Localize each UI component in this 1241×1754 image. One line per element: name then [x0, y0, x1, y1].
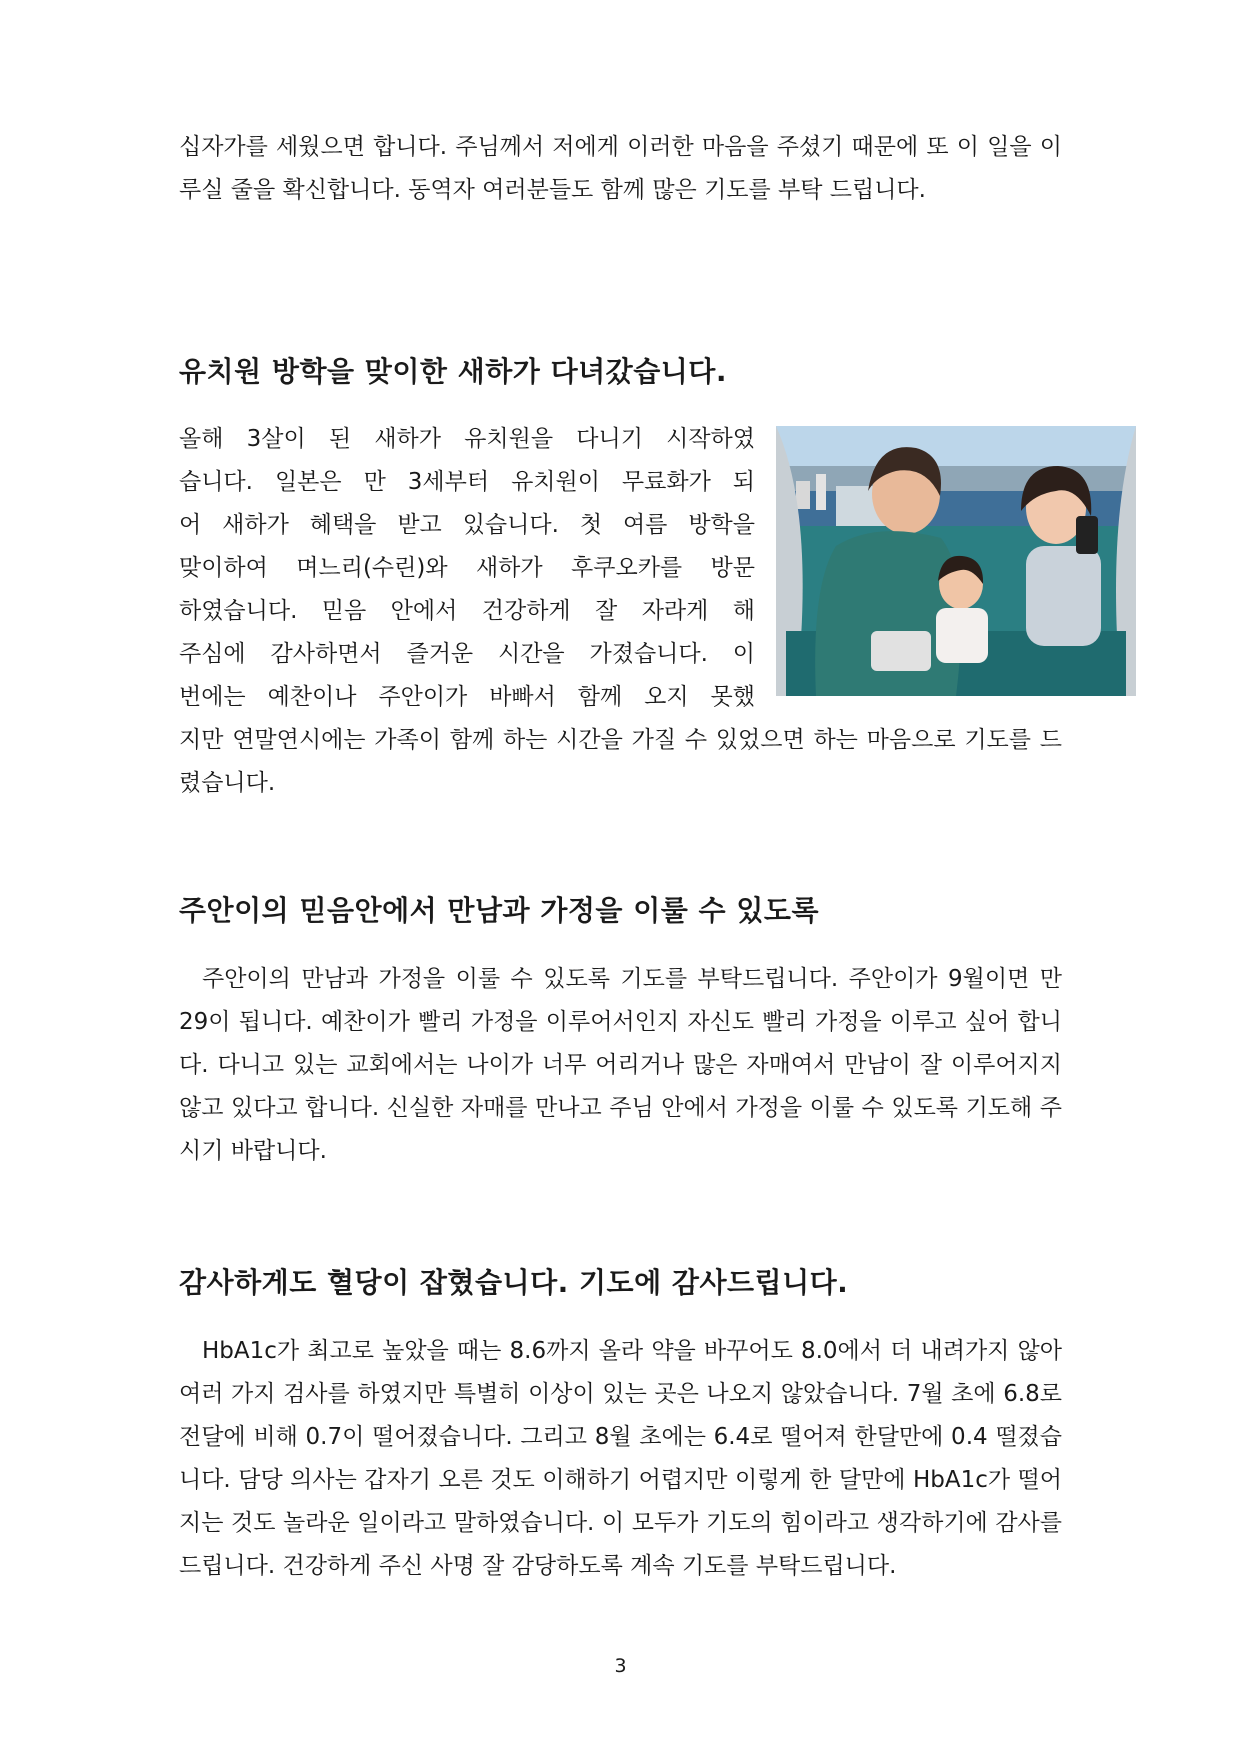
wrap-line: 어 새하가 혜택을 받고 있습니다. 첫 여름 방학을 — [179, 512, 755, 538]
wrap-line: 맞이하여 며느리(수린)와 새하가 후쿠오카를 방문 — [179, 555, 755, 581]
page-number: 3 — [614, 1655, 627, 1677]
section2-paragraph: 주안이의 만남과 가정을 이룰 수 있도록 기도를 부탁드립니다. 주안이가 9월이면 만 29이 됩니다. 예찬이가 빨리 가정을 이루어서인지 자신도 빨리 가정을 이루고 싶어 합니다. 다니고 있는 교회에서는 나이가 너무 어리거나 많은 자매여서 만남이 잘 이루어지지 않고 있다고 합니다. 신실한 자매를 만나고 주님 안에서 가정을 이룰 수 있도록 기도해 주시기 바랍니다. — [179, 966, 1062, 1164]
intro-paragraph: 십자가를 세웠으면 합니다. 주님께서 저에게 이러한 마음을 주셨기 때문에 또 이 일을 이루실 줄을 확신합니다. 동역자 여러분들도 함께 많은 기도를 부탁 드립니다. — [179, 134, 1062, 203]
section2-heading: 주안이의 믿음안에서 만남과 가정을 이룰 수 있도록 — [179, 894, 819, 927]
wrap-line: 주심에 감사하면서 즐거운 시간을 가졌습니다. 이 — [179, 641, 755, 667]
section3-paragraph: HbA1c가 최고로 높았을 때는 8.6까지 올라 약을 바꾸어도 8.0에서 더 내려가지 않아 여러 가지 검사를 하였지만 특별히 이상이 있는 곳은 나오지 않았습니다. 7월 초에 6.8로 전달에 비해 0.7이 떨어졌습니다. 그리고 8월 초에는 6.4로 떨어져 한달만에 0.4 떨졌습니다. 담당 의사는 갑자기 오른 것도 이해하기 어렵지만 이렇게 한 달만에 HbA1c가 떨어지는 것도 놀라운 일이라고 말하였습니다. 이 모두가 기도의 힘이라고 생각하기에 감사를 드립니다. 건강하게 주신 사명 잘 감당하도록 계속 기도를 부탁드립니다. — [179, 1338, 1062, 1579]
section1-continued-text: 지만 연말연시에는 가족이 함께 하는 시간을 가질 수 있었으면 하는 마음으로 기도를 드렸습니다. — [179, 727, 1062, 796]
section1-wrapped-text — [179, 418, 755, 719]
family-photo — [776, 426, 1136, 696]
wrap-line: 하였습니다. 믿음 안에서 건강하게 잘 자라게 해 — [179, 598, 755, 624]
section1-heading: 유치원 방학을 맞이한 새하가 다녀갔습니다. — [179, 355, 727, 388]
wrap-line: 올해 3살이 된 새하가 유치원을 다니기 시작하였 — [179, 426, 755, 452]
wrap-line: 번에는 예찬이나 주안이가 바빠서 함께 오지 못했 — [179, 684, 755, 710]
section3-heading: 감사하게도 혈당이 잡혔습니다. 기도에 감사드립니다. — [179, 1266, 849, 1299]
wrap-line: 습니다. 일본은 만 3세부터 유치원이 무료화가 되 — [179, 469, 755, 495]
